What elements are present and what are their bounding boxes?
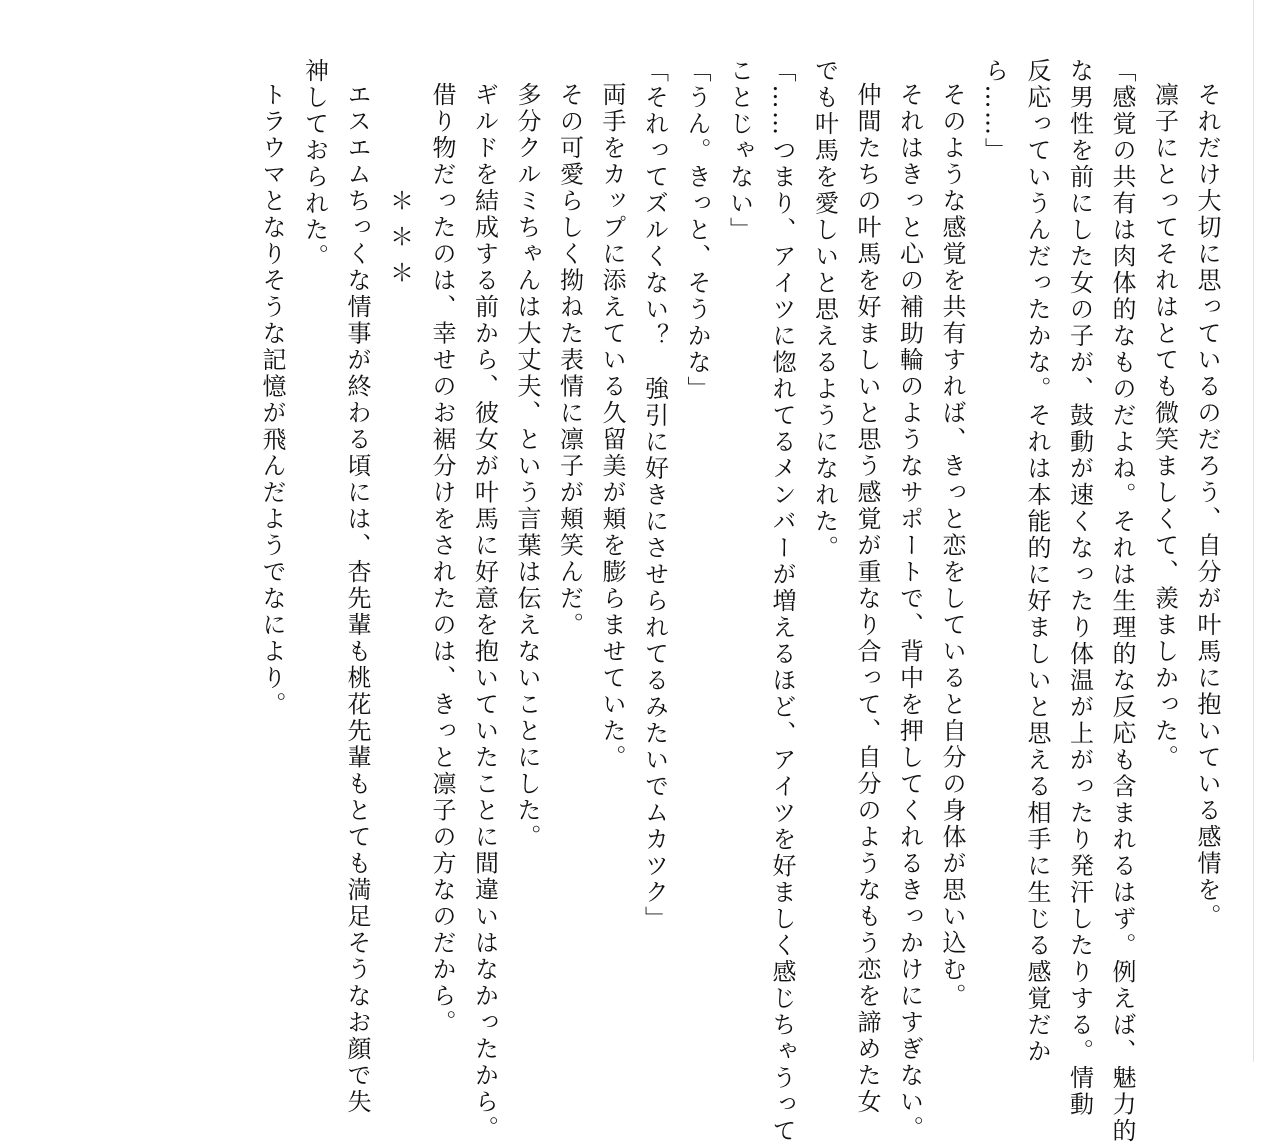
section-separator: ＊＊＊	[385, 188, 414, 296]
dialogue-line: 「うん。きっと、そうかな」	[683, 58, 711, 403]
dialogue-line: 「……つまり、アイツに惚れてるメンバーが増えるほど、アイツを好ましく感じちゃうって	[768, 58, 796, 1145]
text-line: 多分クルミちゃんは大丈夫、という言葉は伝えないことにした。	[513, 82, 541, 851]
dialogue-line: ことじゃない」	[725, 58, 754, 244]
text-line: 凛子にとってそれはとても微笑ましくて、羨ましかった。	[1150, 82, 1179, 771]
text-line: トラウマとなりそうな記憶が飛んだようでなにより。	[258, 82, 286, 718]
text-line: 両手をカップに添えている久留美が頬を膨らませていた。	[598, 82, 626, 771]
dialogue-line: 「感覚の共有は肉体的なものだよね。それは生理的な反応も含まれるはず。例えば、魅力的	[1108, 58, 1136, 1145]
dialogue-line: な男性を前にした女の子が、鼓動が速くなったり体温が上がったり発汗したりする。情動	[1065, 58, 1094, 1118]
text-line: それはきっと心の補助輪のようなサポートで、背中を押してくれるきっかけにすぎない。	[895, 82, 924, 1142]
dialogue-line: ら……」	[980, 58, 1009, 164]
text-line: 神しておられた。	[300, 58, 329, 270]
text-line: エスエムちっくな情事が終わる頃には、杏先輩も桃花先輩もとても満足そうなお顔で失	[343, 82, 371, 1116]
page-edge-divider	[1253, 0, 1254, 1062]
text-line: そのような感覚を共有すれば、きっと恋をしていると自分の身体が思い込む。	[938, 82, 966, 1010]
text-line: 仲間たちの叶馬を好ましいと思う感覚が重なり合って、自分のようなもう恋を諦めた女	[853, 82, 881, 1116]
dialogue-line: 「それってズルくない？ 強引に好きにさせられてるみたいでムカツク」	[640, 58, 669, 933]
text-line: 借り物だったのは、幸せのお裾分けをされたのは、きっと凛子の方なのだから。	[428, 82, 456, 1036]
dialogue-line: 反応っていうんだったかな。それは本能的に好ましいと思える相手に生じる感覚だか	[1023, 58, 1051, 1065]
text-line: それだけ大切に思っているのだろう、自分が叶馬に抱いている感情を。	[1193, 82, 1221, 930]
text-line: でも叶馬を愛しいと思えるようになれた。	[810, 58, 839, 562]
vertical-text-body	[251, 58, 1229, 1145]
text-line: ギルドを結成する前から、彼女が叶馬に好意を抱いていたことに間違いはなかったから。	[470, 82, 499, 1142]
text-line: その可愛らしく拗ねた表情に凛子が頬笑んだ。	[555, 82, 584, 639]
